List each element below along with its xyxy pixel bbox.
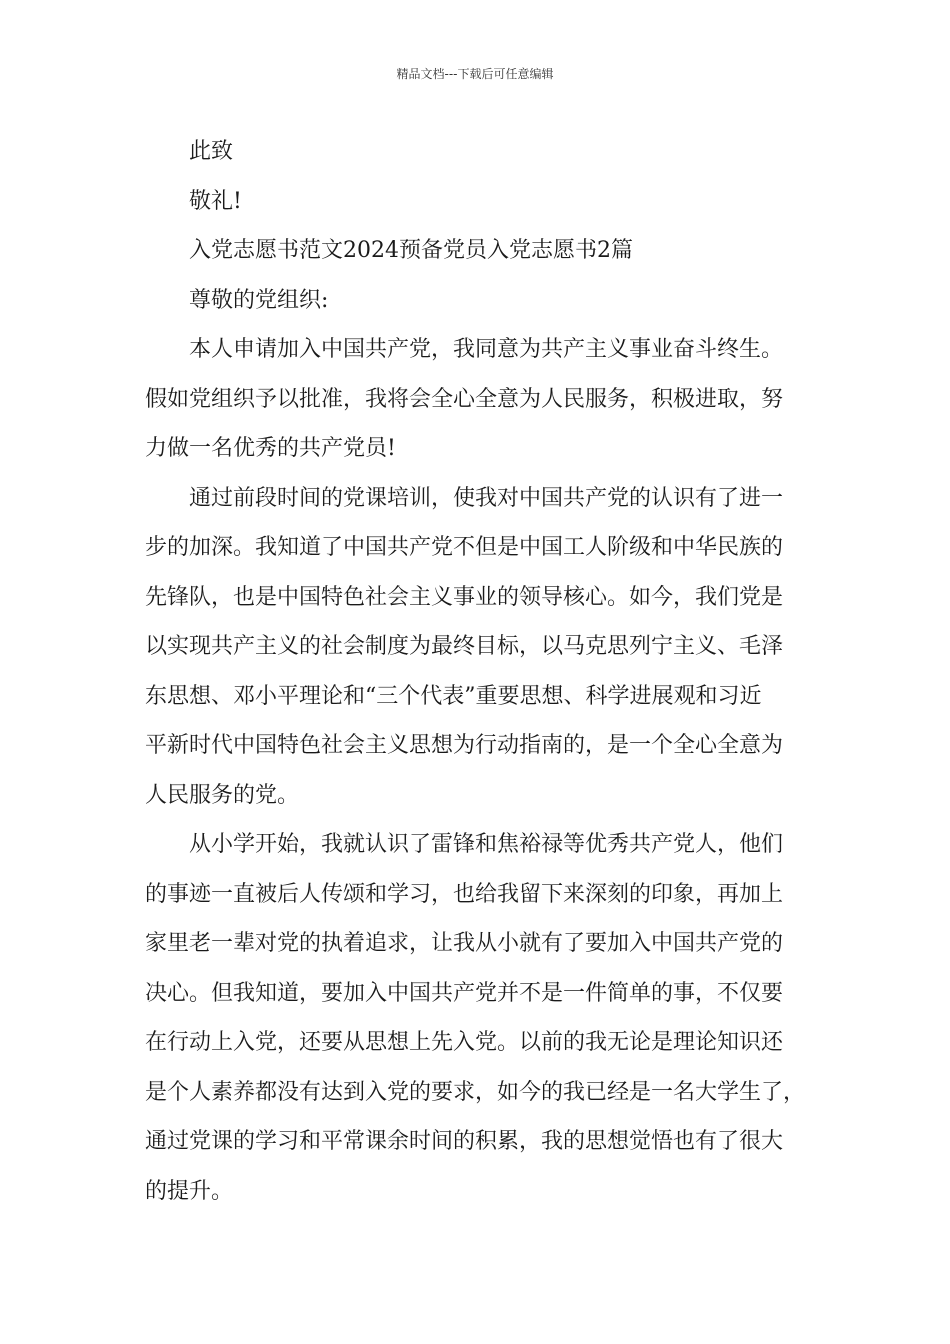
paragraph-line: 是个人素养都没有达到入党的要求，如今的我已经是一名大学生了，	[145, 1079, 806, 1105]
document-title: 入党志愿书范文2024预备党员入党志愿书2篇	[189, 238, 633, 263]
paragraph-line: 从小学开始，我就认识了雷锋和焦裕禄等优秀共产党人，他们	[189, 832, 784, 857]
paragraph-line: 假如党组织予以批准，我将会全心全意为人民服务，积极进取，努	[145, 386, 784, 412]
paragraph-line: 本人申请加入中国共产党，我同意为共产主义事业奋斗终生。	[189, 337, 784, 362]
paragraph-line: 的事迹一直被后人传颂和学习，也给我留下来深刻的印象，再加上	[145, 881, 784, 907]
paragraph-line: 先锋队，也是中国特色社会主义事业的领导核心。如今，我们党是	[145, 584, 784, 610]
greeting-line: 尊敬的党组织:	[189, 287, 329, 313]
salute-line: 敬礼!	[189, 188, 242, 214]
paragraph-line: 家里老一辈对党的执着追求，让我从小就有了要加入中国共产党的	[145, 931, 784, 956]
paragraph-line: 以实现共产主义的社会制度为最终目标，以马克思列宁主义、毛泽	[145, 634, 784, 659]
paragraph-line: 的提升。	[145, 1178, 234, 1204]
document-body	[145, 127, 810, 1216]
closing-line: 此致	[189, 139, 234, 164]
paragraph-line: 平新时代中国特色社会主义思想为行动指南的，是一个全心全意为	[145, 733, 784, 758]
paragraph	[145, 820, 810, 1216]
paragraph-line: 在行动上入党，还要从思想上先入党。以前的我无论是理论知识还	[145, 1030, 784, 1055]
paragraph-line: 决心。但我知道，要加入中国共产党并不是一件简单的事，不仅要	[145, 980, 784, 1006]
paragraph	[145, 325, 810, 474]
paragraph-line: 通过前段时间的党课培训，使我对中国共产党的认识有了进一	[189, 485, 784, 511]
paragraph	[145, 474, 810, 821]
paragraph-line: 东思想、邓小平理论和“三个代表”重要思想、科学进展观和习近	[145, 683, 762, 709]
paragraph-line: 通过党课的学习和平常课余时间的积累，我的思想觉悟也有了很大	[145, 1129, 784, 1154]
paragraph-line: 力做一名优秀的共产党员!	[145, 436, 396, 461]
paragraph-line: 人民服务的党。	[145, 782, 300, 808]
paragraph-line: 步的加深。我知道了中国共产党不但是中国工人阶级和中华民族的	[145, 535, 784, 560]
page-header: 精品文档---下载后可任意编辑	[396, 67, 554, 81]
